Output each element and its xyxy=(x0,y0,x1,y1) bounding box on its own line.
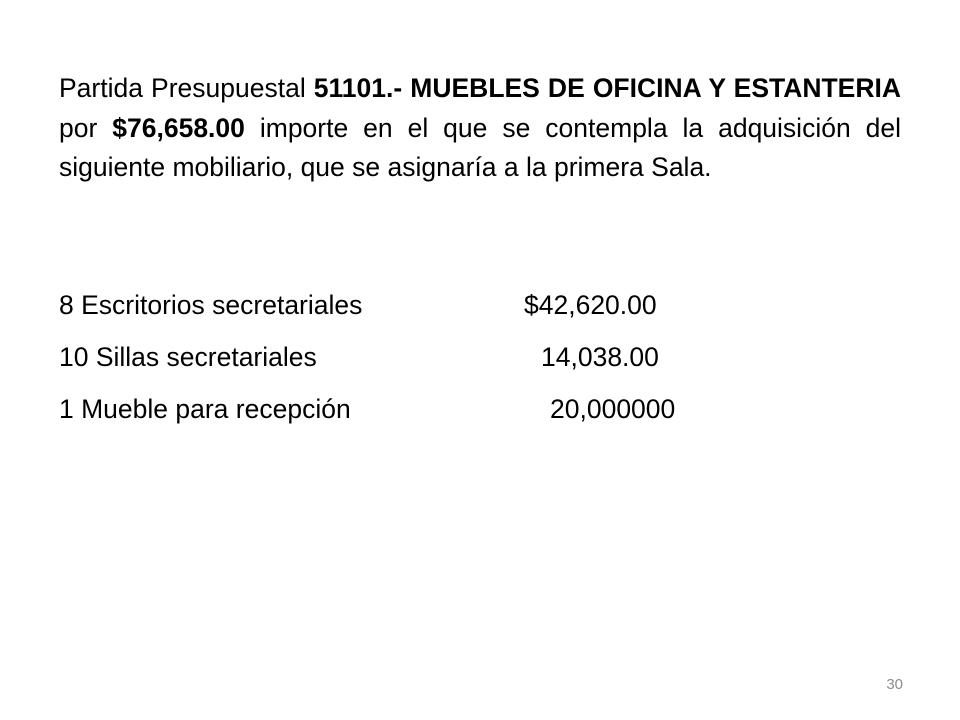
item-amount: 14,038.00 xyxy=(541,342,659,372)
item-amount: 20,000000 xyxy=(550,394,676,424)
item-description: 10 Sillas secretariales xyxy=(59,342,317,372)
budget-paragraph xyxy=(59,69,901,188)
paragraph-description: importe en el que se contempla la adquisición del siguiente mobiliario, que se asignaría a la primera Sala. xyxy=(59,112,901,182)
furniture-list xyxy=(59,279,759,435)
list-item xyxy=(59,383,759,435)
list-item xyxy=(59,331,759,383)
paragraph-connector: por xyxy=(59,112,113,143)
list-item xyxy=(59,279,759,331)
item-description: 1 Mueble para recepción xyxy=(59,394,351,424)
budget-amount: $76,658.00 xyxy=(112,112,245,143)
item-description: 8 Escritorios secretariales xyxy=(59,290,363,320)
budget-item-code: 51101.- MUEBLES DE OFICINA Y ESTANTERIA xyxy=(313,73,901,103)
page-number: 30 xyxy=(886,676,903,693)
item-amount: $42,620.00 xyxy=(524,290,657,320)
paragraph-intro: Partida Presupuestal xyxy=(59,73,314,103)
